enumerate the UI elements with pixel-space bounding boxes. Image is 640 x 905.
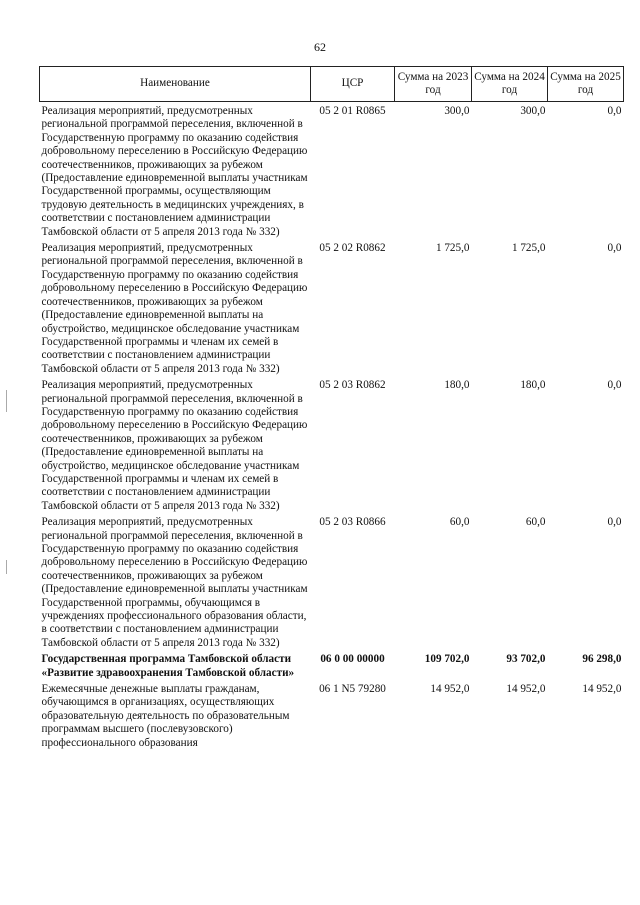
row-sum-2023: 14 952,0 — [430, 683, 470, 696]
table-header-row — [40, 67, 624, 102]
row-sum-2024: 60,0 — [525, 516, 546, 529]
row-sum-2025: 0,0 — [607, 105, 622, 117]
row-name: Реализация мероприятий, предусмотренных региональной программой переселения, включенной в Государственную программу по оказанию содействия добровольному переселению в Российскую Федерацию соотечественников, проживающих за рубежом (Предоставление единовременной выплаты на обустройство, медицинское обследование участникам Государственной программы и членам их семей в соответствии с постановлением администрации Тамбовской области от 5 апреля 2013 года № 332) — [41, 379, 308, 512]
row-sum-2023: 60,0 — [449, 516, 470, 529]
row-csr: 05 2 03 R0866 — [319, 516, 386, 529]
table-row-program-total — [40, 650, 624, 680]
row-name: Реализация мероприятий, предусмотренных региональной программой переселения, включенной в Государственную программу по оказанию содействия добровольному переселению в Российскую Федерацию соотечественников, проживающих за рубежом (Предоставление единовременной выплаты участникам Государственной программы, осуществляющим трудовую деятельность в медицинских учреждениях, в соответствии с постановлением администрации Тамбовской области от 5 апреля 2013 года № 332) — [41, 105, 308, 238]
row-sum-2024: 180,0 — [520, 379, 546, 392]
table-row — [40, 239, 624, 376]
row-name: Реализация мероприятий, предусмотренных региональной программой переселения, включенной в Государственную программу по оказанию содействия добровольному переселению в Российскую Федерацию соотечественников, проживающих за рубежом (Предоставление единовременной выплаты участникам Государственной программы, обучающимся в учреждениях профессионального образования области, в соответствии с постановлением администрации Тамбовской области от 5 апреля 2013 года № 332) — [41, 516, 308, 649]
row-sum-2025: 96 298,0 — [582, 653, 622, 666]
header-sum-2023: Сумма на 2023 год — [395, 67, 472, 102]
row-sum-2024: 1 725,0 — [511, 242, 546, 255]
table-row — [40, 102, 624, 240]
row-sum-2024: 300,0 — [520, 105, 546, 117]
header-csr: ЦСР — [311, 67, 395, 102]
row-csr: 05 2 03 R0862 — [319, 379, 386, 392]
row-sum-2023: 180,0 — [444, 379, 470, 392]
margin-mark — [6, 390, 7, 412]
row-name: Государственная программа Тамбовской области «Развитие здравоохранения Тамбовской области» — [41, 653, 295, 679]
header-sum-2025: Сумма на 2025 год — [548, 67, 624, 102]
header-name: Наименование — [40, 67, 311, 102]
row-sum-2023: 300,0 — [444, 105, 470, 117]
row-sum-2024: 14 952,0 — [506, 683, 546, 696]
row-sum-2025: 0,0 — [607, 516, 622, 529]
table-row — [40, 680, 624, 750]
header-sum-2024: Сумма на 2024 год — [472, 67, 548, 102]
row-sum-2023: 109 702,0 — [424, 653, 470, 666]
row-sum-2024: 93 702,0 — [506, 653, 546, 666]
row-csr: 05 2 01 R0865 — [319, 105, 386, 117]
row-csr: 06 1 N5 79280 — [319, 683, 386, 696]
row-sum-2025: 0,0 — [607, 242, 622, 255]
budget-table — [39, 66, 624, 750]
row-sum-2025: 14 952,0 — [582, 683, 622, 696]
row-csr: 06 0 00 00000 — [320, 653, 385, 666]
table-row — [40, 513, 624, 650]
row-name: Ежемесячные денежные выплаты гражданам, обучающимся в организациях, осуществляющих образовательную деятельность по образовательным программам высшего (послевузовского) профессионального образования — [41, 683, 290, 749]
table-row — [40, 376, 624, 513]
row-name: Реализация мероприятий, предусмотренных региональной программой переселения, включенной в Государственную программу по оказанию содействия добровольному переселению в Российскую Федерацию соотечественников, проживающих за рубежом (Предоставление единовременной выплаты на обустройство, медицинское обследование участникам Государственной программы и членам их семей в соответствии с постановлением администрации Тамбовской области от 5 апреля 2013 года № 332) — [41, 242, 308, 375]
row-sum-2025: 0,0 — [607, 379, 622, 392]
page-number: 62 — [314, 40, 326, 54]
row-sum-2023: 1 725,0 — [435, 242, 470, 255]
row-csr: 05 2 02 R0862 — [319, 242, 386, 255]
margin-mark — [6, 560, 7, 574]
